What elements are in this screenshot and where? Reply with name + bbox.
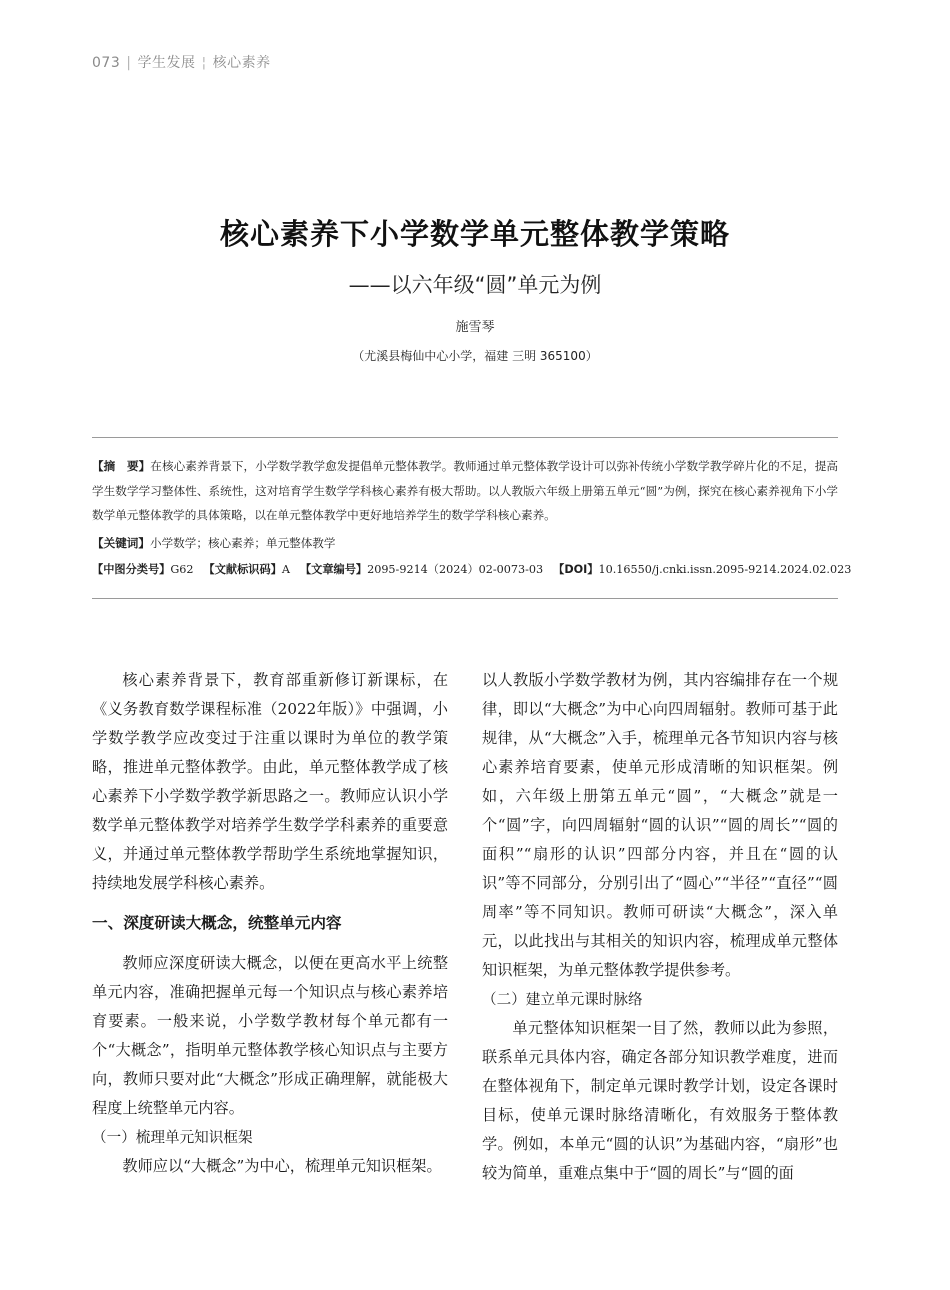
intro-paragraph: 核心素养背景下，教育部重新修订新课标，在《义务教育数学课程标准（2022年版）》中强调，小学数学教学应改变过于注重以课时为单位的教学策略，推进单元整体教学。由此，单元整体教学成了核心素养下小学数学教学新思路之一。教师应认识小学数学单元整体教学对培养学生数学学科素养的重要意义，并通过单元整体教学帮助学生系统地掌握知识，持续地发展学科核心素养。 <box>92 671 448 892</box>
author-affiliation: （尤溪县梅仙中心小学，福建 三明 365100） <box>352 349 598 363</box>
doi-label: 【DOI】 <box>553 563 599 576</box>
body-column-right <box>482 666 838 1188</box>
column-name: 核心素养 <box>212 55 271 71</box>
doc-code-value: A <box>281 563 290 576</box>
subsection-1-paragraph-continued: 以人教版小学数学教材为例，其内容编排存在一个规律，即以“大概念”为中心向四周辐射。教师可基于此规律，从“大概念”入手，梳理单元各节知识内容与核心素养培育要素，使单元形成清晰的知识框架。例如，六年级上册第五单元“圆”，“大概念”就是一个“圆”字，向四周辐射“圆的认识”“圆的周长”“圆的面积”“扇形的认识”四部分内容，并且在“圆的认识”等不同部分，分别引出了“圆心”“半径”“直径”“圆周率”等不同知识。教师可研读“大概念”，深入单元，以此找出与其相关的知识内容，梳理成单元整体知识框架，为单元整体教学提供参考。 <box>482 671 838 979</box>
top-divider <box>92 437 838 438</box>
abstract-block <box>92 454 838 555</box>
subsection-2-paragraph: 单元整体知识框架一目了然，教师以此为参照，联系单元具体内容，确定各部分知识教学难度，进而在整体视角下，制定单元课时教学计划，设定各课时目标，使单元课时脉络清晰化，有效服务于整体教学。例如，本单元“圆的认识”为基础内容，“扇形”也较为简单，重难点集中于“圆的周长”与“圆的面 <box>482 1019 838 1182</box>
article-no-label: 【文章编号】 <box>299 563 368 576</box>
subsection-2-heading: （二）建立单元课时脉络 <box>482 991 643 1008</box>
divider: ¦ <box>201 55 207 71</box>
body-column-left <box>92 666 448 1181</box>
abstract-label: 【摘 要】 <box>92 459 151 473</box>
keywords-label: 【关键词】 <box>92 535 150 550</box>
author-name: 施雪琴 <box>455 320 495 335</box>
divider: | <box>126 55 132 71</box>
section-1-paragraph: 教师应深度研读大概念，以便在更高水平上统整单元内容，准确把握单元每一个知识点与核心素养培育要素。一般来说，小学数学教材每个单元都有一个“大概念”，指明单元整体教学核心知识点与主要方向，教师只要对此“大概念”形成正确理解，就能极大程度上统整单元内容。 <box>92 954 448 1117</box>
article-subtitle: ——以六年级“圆”单元为例 <box>348 273 602 297</box>
bottom-divider <box>92 598 838 599</box>
clc-label: 【中图分类号】 <box>92 563 171 576</box>
page-number: 073 <box>92 55 121 71</box>
keywords <box>92 531 838 556</box>
running-head <box>92 52 271 72</box>
article-no-value: 2095-9214（2024）02-0073-03 <box>367 563 544 576</box>
section-name: 学生发展 <box>137 55 196 71</box>
article-title: 核心素养下小学数学单元整体教学策略 <box>219 217 730 251</box>
subsection-1-heading: （一）梳理单元知识框架 <box>92 1129 253 1146</box>
subsection-1-paragraph-start: 教师应以“大概念”为中心，梳理单元知识框架。 <box>122 1157 442 1175</box>
keywords-text: 小学数学；核心素养；单元整体教学 <box>149 535 336 550</box>
clc-value: G62 <box>170 563 194 576</box>
classification-line <box>92 561 852 577</box>
doi-value: 10.16550/j.cnki.issn.2095-9214.2024.02.023 <box>598 563 852 576</box>
abstract-text: 在核心素养背景下，小学数学教学愈发提倡单元整体教学。教师通过单元整体教学设计可以弥补传统小学数学教学碎片化的不足，提高学生数学学习整体性、系统性，这对培育学生数学学科核心素养有极大帮助。以人教版六年级上册第五单元“圆”为例，探究在核心素养视角下小学数学单元整体教学的具体策略，以在单元整体教学中更好地培养学生的数学学科核心素养。 <box>92 459 838 522</box>
abstract <box>92 454 838 528</box>
section-1-heading: 一、深度研读大概念，统整单元内容 <box>92 914 342 932</box>
doc-code-label: 【文献标识码】 <box>203 563 282 576</box>
